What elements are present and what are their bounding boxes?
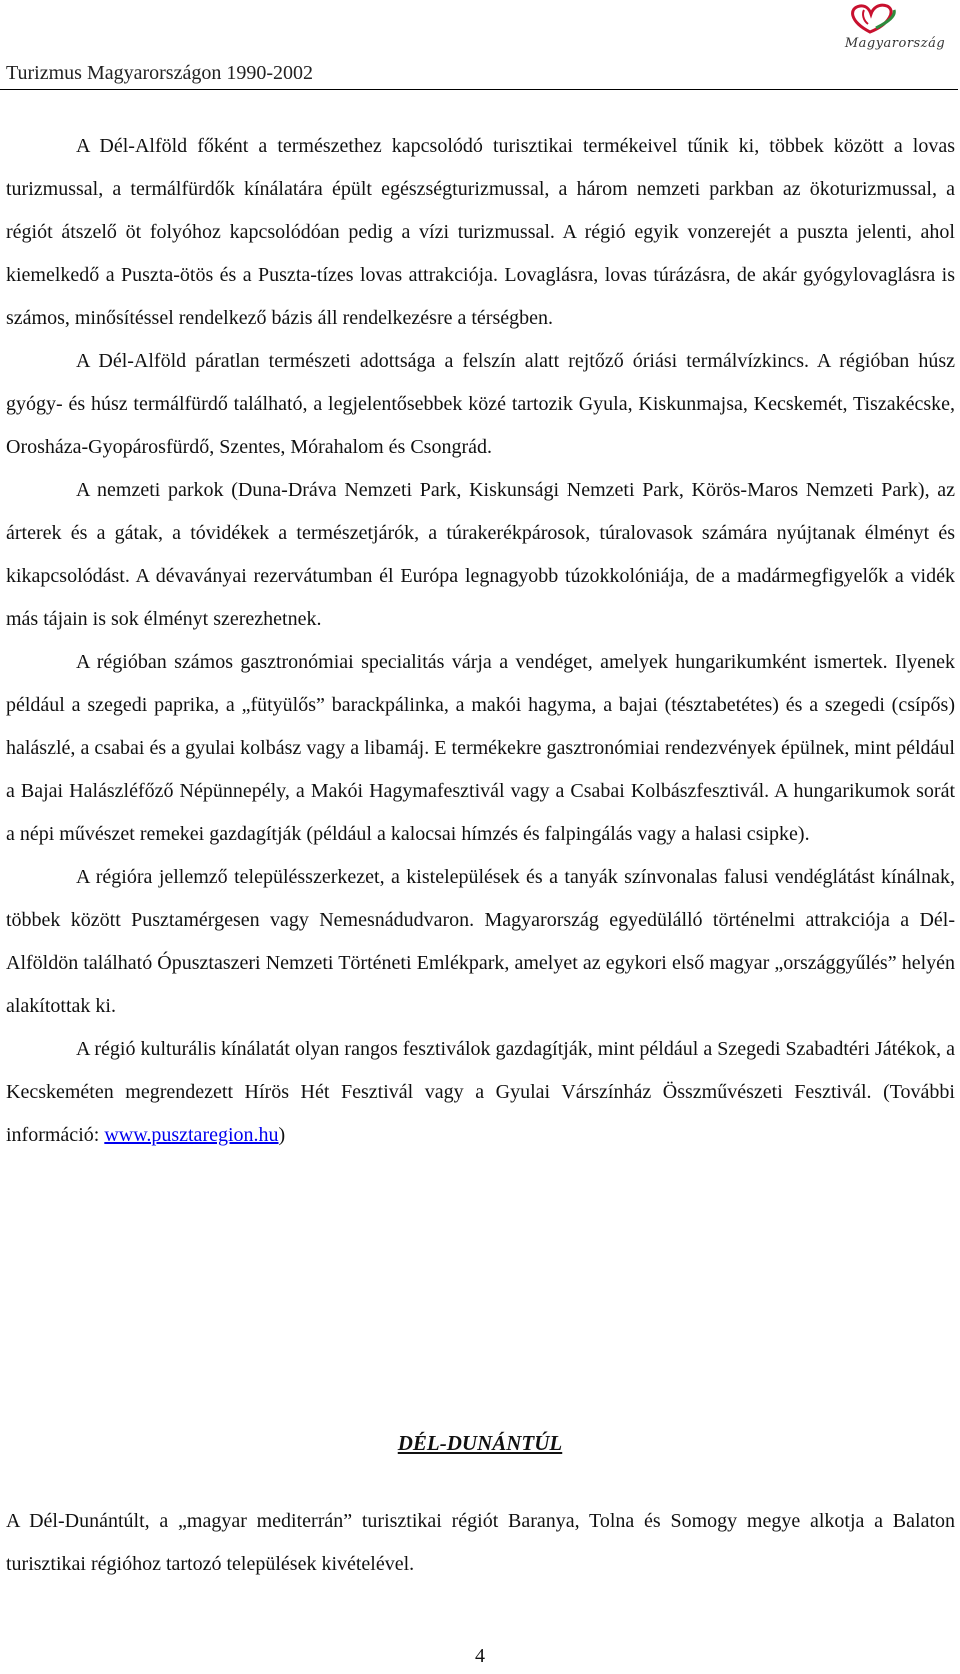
paragraph-rural-tourism: A régióra jellemző településszerkezet, a kistelepülések és a tanyák színvonalas falusi vendéglátást kínálnak, többek között Pusztamérgesen vagy Nemesnádudvaron. Magyarország egyedülálló történelmi attrakciója a Dél-Alföldön található Ópusztaszeri Nemzeti Történeti Emlékpark, amelyet az egykori első magyar „országgyűlés” helyén alakítottak ki. — [6, 866, 955, 1017]
magyarorszag-logo — [836, 2, 954, 66]
paragraph-festivals — [6, 1028, 955, 1157]
paragraph-del-dunantul: A Dél-Dunántúlt, a „magyar mediterrán” turisztikai régiót Baranya, Tolna és Somogy megye alkotja a Balaton turisztikai régióhoz tartozó települések kivételével. — [6, 1510, 955, 1575]
logo-wordmark: Magyarország — [844, 36, 946, 51]
section-heading: DÉL-DUNÁNTÚL — [397, 1431, 563, 1455]
running-title: Turizmus Magyarországon 1990-2002 — [6, 62, 314, 84]
header-divider — [0, 89, 958, 90]
paragraph-horse-tourism: A Dél-Alföld főként a természethez kapcsolódó turisztikai termékeivel tűnik ki, többek között a lovas turizmussal, a termálfürdők kínálatára épült egészségturizmussal, a három nemzeti parkban az ökoturizmussal, a régiót átszelő öt folyóhoz kapcsolódóan pedig a vízi turizmussal. A régió egyik vonzerejét a puszta jelenti, ahol kiemelkedő a Puszta-ötös és a Puszta-tízes lovas attrakciója. Lovaglásra, lovas túrázásra, de akár gyógylovaglásra is számos, minősítéssel rendelkező bázis áll rendelkezésre a térségben. — [6, 135, 955, 329]
section-body — [6, 1500, 955, 1586]
paragraph-gastronomy: A régióban számos gasztronómiai specialitás várja a vendéget, amelyek hungarikumként ismertek. Ilyenek például a szegedi paprika, a „fütyülős” barackpálinka, a makói hagyma, a bajai (tésztabetétes) és a szegedi (csípős) halászlé, a csabai és a gyulai kolbász vagy a libamáj. E termékekre gasztronómiai rendezvények épülnek, mint például a Bajai Halászléfőző Népünnepély, a Makói Hagymafesztivál vagy a Csabai Kolbászfesztivál. A hungarikumok sorát a népi művészet remekei gazdagítják (például a kalocsai hímzés és falpingálás vagy a halasi csipke). — [6, 651, 955, 845]
festivals-text-end: ) — [278, 1124, 286, 1146]
paragraph-thermal-water: A Dél-Alföld páratlan természeti adottsága a felszín alatt rejtőző óriási termálvízkincs. A régióban húsz gyógy- és húsz termálfürdő található, a legjelentősebbek közé tartozik Gyula, Kiskunmajsa, Kecskemét, Tiszakécske, Orosháza-Gyopárosfürdő, Szentes, Mórahalom és Csongrád. — [6, 350, 955, 458]
pusztaregion-link[interactable]: www.pusztaregion.hu — [104, 1124, 279, 1146]
page-header — [0, 0, 960, 92]
festivals-text: A régió kulturális kínálatát olyan rangos fesztiválok gazdagítják, mint például a Szegedi Szabadtéri Játékok, a Kecskeméten megrendezett Hírös Hét Fesztivál vagy a Gyulai Várszínház Összművészeti Fesztivál. (További információ: — [6, 1038, 955, 1146]
main-text — [6, 125, 955, 1157]
paragraph-national-parks: A nemzeti parkok (Duna-Dráva Nemzeti Park, Kiskunsági Nemzeti Park, Körös-Maros Nemzeti Park), az árterek és a gátak, a tóvidékek a természetjárók, a túrakerékpárosok, túralovasok számára nyújtanak élményt és kikapcsolódást. A dévaványai rezervátumban él Európa legnagyobb túzokkolóniája, de a madármegfigyelők a vidék más tájain is sok élményt szerezhetnek. — [6, 479, 955, 630]
page-number: 4 — [475, 1645, 485, 1667]
